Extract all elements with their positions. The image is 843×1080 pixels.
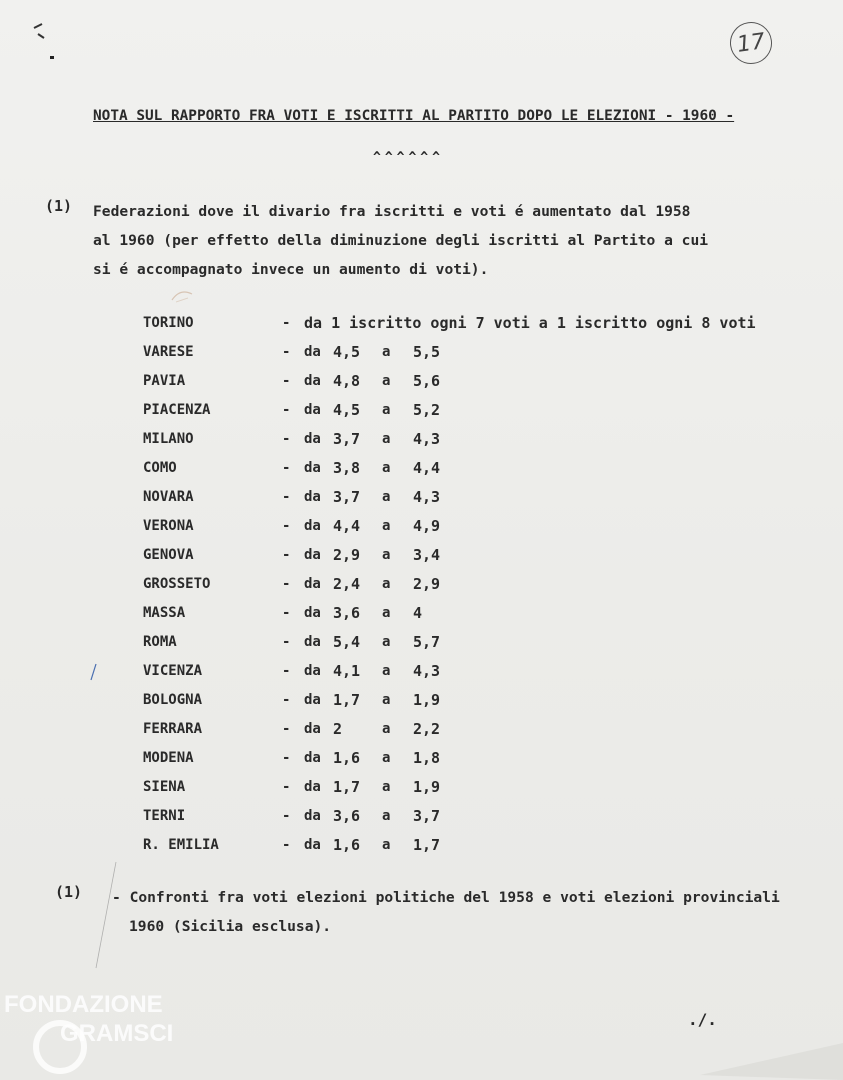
to-label: a	[382, 663, 391, 679]
to-label: a	[382, 605, 391, 621]
row-dash: -	[282, 344, 291, 360]
from-label: da	[304, 489, 321, 505]
city-name: COMO	[143, 460, 177, 476]
city-name: NOVARA	[143, 489, 194, 505]
row-dash: -	[282, 460, 291, 476]
to-label: a	[382, 808, 391, 824]
from-value: 5,4	[333, 633, 361, 651]
to-value: 5,5	[413, 343, 441, 361]
from-value: 2,4	[333, 575, 361, 593]
svg-text:FONDAZIONE: FONDAZIONE	[4, 991, 163, 1018]
from-label: da	[304, 576, 321, 592]
intro-paragraph: Federazioni dove il divario fra iscritti e voti é aumentato dal 1958 al 1960 (per effetto della diminuzione degli iscritti al Partito a cui si é accompagnato invece un aumento di voti).	[93, 203, 709, 278]
from-value: 3,7	[333, 488, 361, 506]
row-dash: -	[282, 721, 291, 737]
row-dash: -	[282, 663, 291, 679]
city-name: MILANO	[143, 431, 194, 447]
to-label: a	[382, 431, 391, 447]
from-label: da	[304, 808, 321, 824]
row-dash: -	[282, 750, 291, 766]
to-label: a	[382, 634, 391, 650]
to-value: 1,8	[413, 749, 441, 767]
city-name: GROSSETO	[143, 576, 211, 592]
from-value: 3,7	[333, 430, 361, 448]
from-value: 1,6	[333, 836, 361, 854]
to-label: a	[382, 547, 391, 563]
from-label: da	[304, 634, 321, 650]
row-dash: -	[282, 576, 291, 592]
from-value: 4,8	[333, 372, 361, 390]
from-value: 2	[333, 720, 343, 738]
to-value: 2,9	[413, 575, 441, 593]
from-label: da	[304, 373, 321, 389]
from-label: da	[304, 605, 321, 621]
from-value: 1,7	[333, 691, 361, 709]
to-value: 3,7	[413, 807, 441, 825]
to-value: 1,9	[413, 691, 441, 709]
row-dash: -	[282, 808, 291, 824]
city-name: GENOVA	[143, 547, 194, 563]
from-value: 4,5	[333, 401, 361, 419]
ratio-text: da 1 iscritto ogni 7 voti a 1 iscritto ogni 8 voti	[304, 314, 756, 332]
svg-text:GRAMSCI: GRAMSCI	[60, 1020, 174, 1047]
city-name: PIACENZA	[143, 402, 211, 418]
to-value: 4,3	[413, 662, 441, 680]
row-dash: -	[282, 779, 291, 795]
to-label: a	[382, 489, 391, 505]
to-value: 5,6	[413, 372, 441, 390]
city-name: TERNI	[143, 808, 186, 824]
city-name: TORINO	[143, 315, 194, 331]
to-value: 5,7	[413, 633, 441, 651]
city-name: ROMA	[143, 634, 177, 650]
row-dash: -	[282, 373, 291, 389]
corner-crease	[700, 1035, 843, 1080]
row-dash: -	[282, 518, 291, 534]
row-dash: -	[282, 634, 291, 650]
continuation-mark: ./.	[688, 1010, 717, 1029]
row-dash: -	[282, 837, 291, 853]
to-value: 4,9	[413, 517, 441, 535]
from-label: da	[304, 721, 321, 737]
from-value: 4,5	[333, 343, 361, 361]
to-value: 4,3	[413, 488, 441, 506]
row-dash: -	[282, 692, 291, 708]
to-label: a	[382, 518, 391, 534]
to-value: 5,2	[413, 401, 441, 419]
pencil-mark	[88, 662, 100, 684]
from-label: da	[304, 402, 321, 418]
row-dash: -	[282, 605, 291, 621]
row-dash: -	[282, 489, 291, 505]
to-label: a	[382, 460, 391, 476]
city-name: PAVIA	[143, 373, 186, 389]
to-label: a	[382, 837, 391, 853]
to-label: a	[382, 721, 391, 737]
from-value: 4,4	[333, 517, 361, 535]
row-dash: -	[282, 402, 291, 418]
to-value: 4	[413, 604, 423, 622]
to-value: 1,9	[413, 778, 441, 796]
page-number: 17	[727, 19, 774, 66]
footnote-text: - Confronti fra voti elezioni politiche del 1958 e voti elezioni provinciali 1960 (Sicilia esclusa).	[112, 889, 780, 935]
row-dash: -	[282, 431, 291, 447]
page-title: NOTA SUL RAPPORTO FRA VOTI E ISCRITTI AL PARTITO DOPO LE ELEZIONI - 1960 -	[93, 108, 735, 124]
to-label: a	[382, 402, 391, 418]
city-name: MODENA	[143, 750, 194, 766]
to-label: a	[382, 344, 391, 360]
to-value: 4,3	[413, 430, 441, 448]
city-name: R. EMILIA	[143, 837, 219, 853]
from-value: 3,8	[333, 459, 361, 477]
from-value: 3,6	[333, 807, 361, 825]
footnote-marker: (1)	[55, 883, 83, 901]
to-label: a	[382, 779, 391, 795]
city-name: FERRARA	[143, 721, 203, 737]
to-value: 2,2	[413, 720, 441, 738]
to-value: 1,7	[413, 836, 441, 854]
ink-smudge	[168, 284, 198, 306]
to-value: 4,4	[413, 459, 441, 477]
to-label: a	[382, 750, 391, 766]
from-label: da	[304, 518, 321, 534]
intro-marker: (1)	[45, 197, 73, 215]
corner-ink-mark	[20, 20, 60, 70]
from-label: da	[304, 547, 321, 563]
from-label: da	[304, 779, 321, 795]
city-name: VICENZA	[143, 663, 203, 679]
city-name: SIENA	[143, 779, 186, 795]
city-name: VERONA	[143, 518, 194, 534]
watermark-logo	[0, 985, 230, 1080]
from-label: da	[304, 837, 321, 853]
to-label: a	[382, 373, 391, 389]
to-label: a	[382, 576, 391, 592]
from-value: 3,6	[333, 604, 361, 622]
row-dash: -	[282, 547, 291, 563]
from-value: 1,6	[333, 749, 361, 767]
to-label: a	[382, 692, 391, 708]
city-name: BOLOGNA	[143, 692, 203, 708]
city-name: VARESE	[143, 344, 194, 360]
from-label: da	[304, 750, 321, 766]
from-value: 2,9	[333, 546, 361, 564]
from-value: 4,1	[333, 662, 361, 680]
from-value: 1,7	[333, 778, 361, 796]
from-label: da	[304, 344, 321, 360]
row-dash: -	[282, 315, 291, 331]
from-label: da	[304, 663, 321, 679]
from-label: da	[304, 460, 321, 476]
title-separator: ^^^^^^	[373, 150, 444, 165]
from-label: da	[304, 431, 321, 447]
city-name: MASSA	[143, 605, 186, 621]
from-label: da	[304, 692, 321, 708]
to-value: 3,4	[413, 546, 441, 564]
